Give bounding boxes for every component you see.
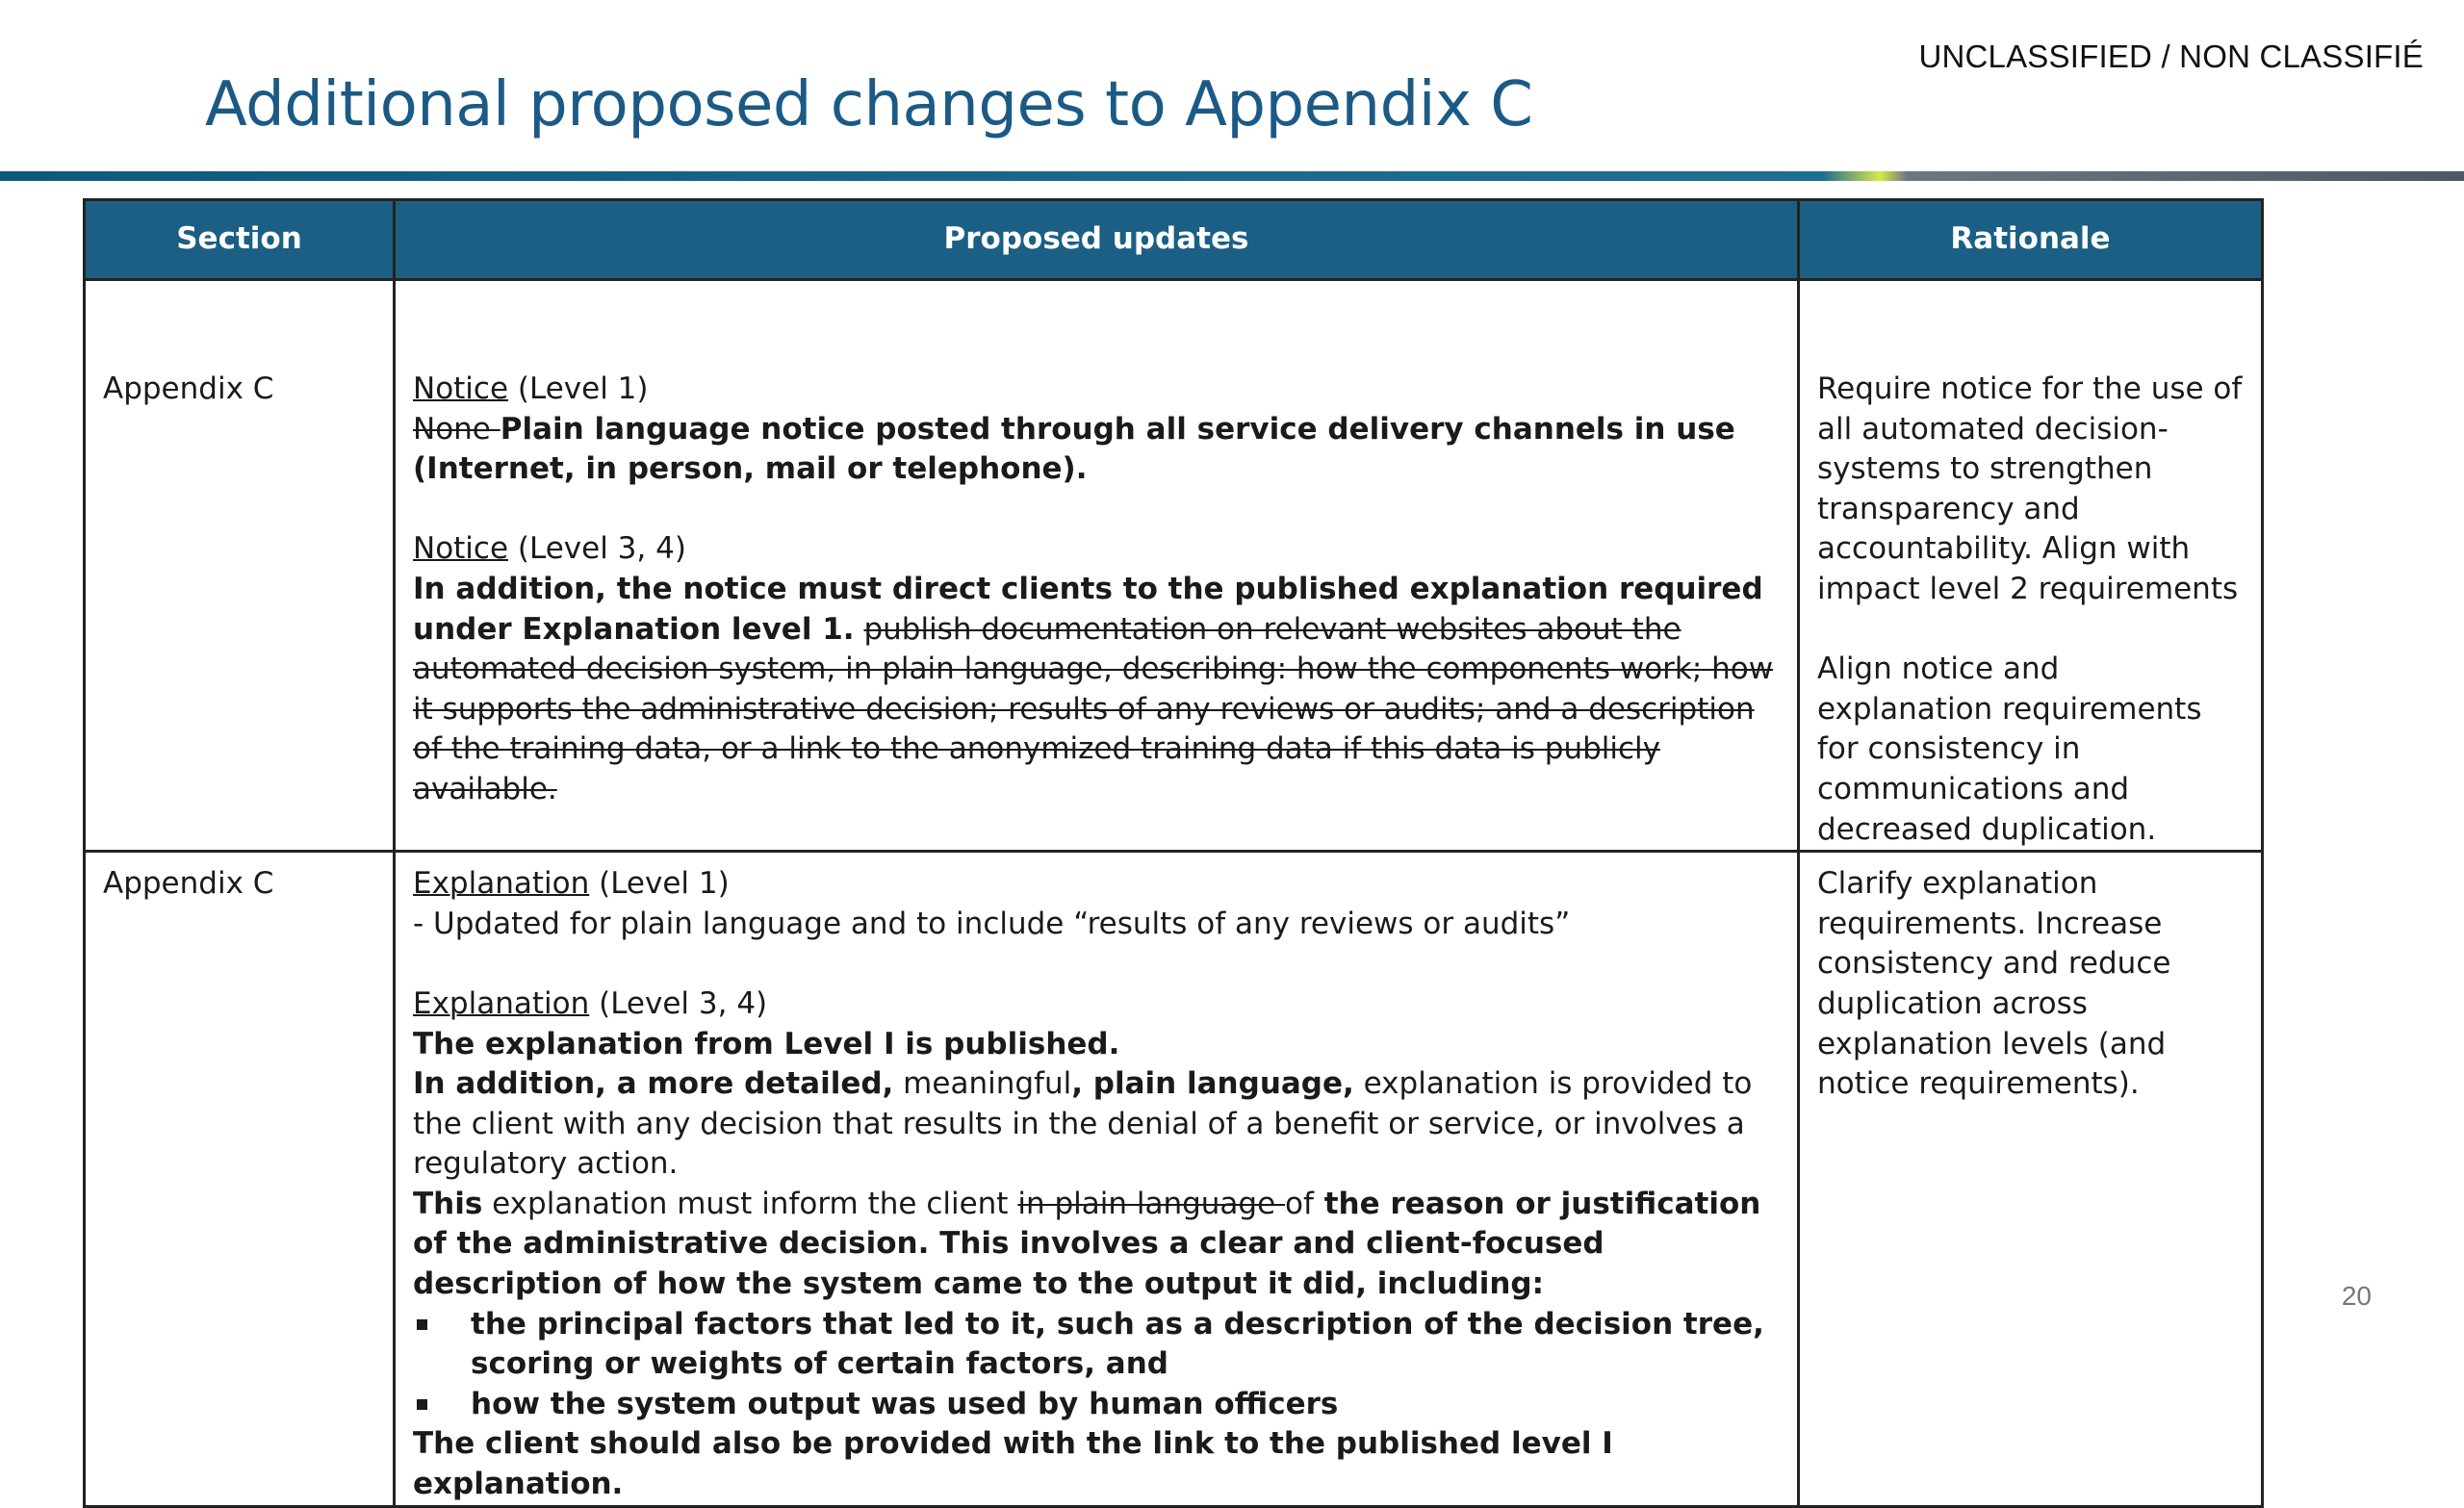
struck-text: in plain language [1017,1186,1286,1221]
list-item: how the system output was used by human officers [471,1385,1780,1425]
header-proposed-updates: Proposed updates [395,200,1799,280]
updates-cell [395,852,1799,1507]
list-item: the principal factors that led to it, such as a description of the decision tree, scoring or weights of certain factors, and [471,1305,1780,1385]
explanation-inform-text: This explanation must inform the client in plain language of the reason or justification of the administrative decision. This involves a clear and client-focused description of how the system came to the output it did, including: [413,1186,1761,1302]
rationale-cell [1799,852,2263,1507]
notice-level34-text: In addition, the notice must direct clients to the published explanation required under Explanation level 1. publish documentation on relevant websites about the automated decision system, in plain language, describing: how the components work; how it supports the administrative decision; results of any reviews or audits; and a description of the training data, or a link to the anonymized training data if this data is publicly available. [413,571,1774,806]
section-cell: Appendix C [85,280,395,852]
explanation-level1-text: - Updated for plain language and to include “results of any reviews or audits” [413,906,1571,941]
factor-list [413,1305,1780,1425]
header-section: Section [85,200,395,280]
section-cell: Appendix C [85,852,395,1507]
page-number: 20 [2341,1281,2372,1311]
struck-text: publish documentation on relevant websites about the automated decision system, in plain language, describing: how the components work; how it supports the administrative decision; results of any reviews or audits; and a description of the training data, or a link to the anonymized training data if this data is publicly available. [413,611,1774,806]
table-row [85,280,2263,852]
notice-level1-text: None Plain language notice posted through all service delivery channels in use (Internet, in person, mail or telephone). [413,411,1735,487]
table-row [85,852,2263,1507]
header-rationale: Rationale [1799,200,2263,280]
explanation-level1-heading: Explanation (Level 1) [413,866,730,902]
rationale-cell [1799,280,2263,852]
explanation-published-text: The explanation from Level I is published. [413,1026,1120,1061]
table-header-row [85,200,2263,280]
slide-title: Additional proposed changes to Appendix C [205,69,1533,141]
title-divider [0,171,2464,181]
notice-level34-heading: Notice (Level 3, 4) [413,531,686,567]
rationale-text: Clarify explanation requirements. Increase consistency and reduce duplication across explanation levels (and notice requirements). [1817,866,2171,1102]
updates-cell [395,280,1799,852]
classification-label: UNCLASSIFIED / NON CLASSIFIÉ [1918,38,2424,74]
notice-level1-heading: Notice (Level 1) [413,371,649,406]
explanation-detail-text: In addition, a more detailed, meaningful, plain language, explanation is provided to the client with any decision that results in the denial of a benefit or service, or involves a regulatory action. [413,1066,1753,1182]
rationale-text: Require notice for the use of all automated decision-systems to strengthen transparency and accountability. Align with impact level 2 requirements [1817,371,2243,606]
rationale-text: Align notice and explanation requirements for consistency in communications and decreased duplication. [1817,652,2202,847]
changes-table [83,198,2264,1508]
explanation-level34-heading: Explanation (Level 3, 4) [413,985,768,1021]
explanation-closing-text: The client should also be provided with the link to the published level I explanation. [413,1426,1613,1502]
struck-text: None [413,411,500,447]
